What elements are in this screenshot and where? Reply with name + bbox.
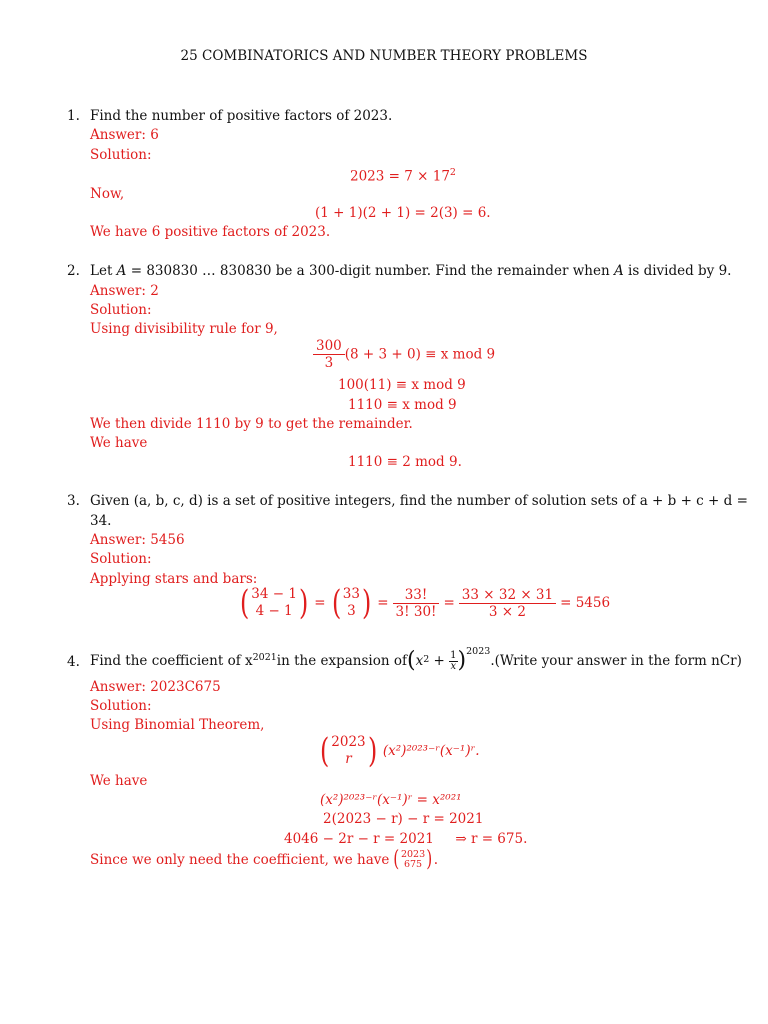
equation: 2(2023 − r) − r = 2021 bbox=[323, 811, 484, 827]
equation: 1110 ≡ x mod 9 bbox=[348, 397, 457, 413]
question-text-cont: 34. bbox=[90, 513, 112, 529]
solution-label: Solution: bbox=[90, 698, 152, 714]
problem-number: 4. bbox=[67, 654, 80, 670]
answer-text: Answer: 6 bbox=[90, 127, 159, 143]
problem-number: 1. bbox=[67, 108, 80, 124]
equation: $\frac{300}{3}$ (8 + 3 + 0) ≡ x mod 9 bbox=[313, 338, 495, 371]
answer-text: Answer: 2 bbox=[90, 283, 159, 299]
now-text: Now, bbox=[90, 186, 125, 202]
method-text: Using divisibility rule for 9, bbox=[90, 321, 278, 337]
equation: $2023 = 7 \times 17^2$ bbox=[350, 167, 456, 185]
question-text: Find the number of positive factors of 2023. bbox=[90, 108, 393, 124]
solution-label: Solution: bbox=[90, 551, 152, 567]
page-title: 25 COMBINATORICS AND NUMBER THEORY PROBLEMS bbox=[180, 48, 588, 64]
problem-number: 3. bbox=[67, 493, 80, 509]
we-have-text: We have bbox=[90, 435, 148, 451]
equation: 1110 ≡ 2 mod 9. bbox=[348, 454, 462, 470]
question-text: Given (a, b, c, d) is a set of positive integers, find the number of solution sets of a + b + c + d = bbox=[90, 493, 748, 509]
question-text: Find the coefficient of x $^{2021}$ in the expansion of ( x 2 + $\frac{1}{x}$ ) $^{2023}$ .(Write your answer in the form nCr) bbox=[90, 646, 742, 673]
equation: 100(11) ≡ x mod 9 bbox=[338, 377, 466, 393]
we-have-text: We have bbox=[90, 773, 148, 789]
question-text: Let A = 830830 … 830830 be a 300-digit number. Find the remainder when A is divided by 9. bbox=[90, 263, 732, 279]
explanation-text: We then divide 1110 by 9 to get the remainder. bbox=[90, 416, 413, 432]
equation: ( 2023 r ) (x²)²⁰²³⁻ʳ(x⁻¹)ʳ. bbox=[319, 731, 480, 771]
answer-text: Answer: 2023C675 bbox=[90, 679, 221, 695]
problem-number: 2. bbox=[67, 263, 80, 279]
conclusion-text: We have 6 positive factors of 2023. bbox=[90, 224, 331, 240]
method-text: Using Binomial Theorem, bbox=[90, 717, 265, 733]
equation: (1 + 1)(2 + 1) = 2(3) = 6. bbox=[315, 205, 491, 221]
equation: ( 34 − 1 4 − 1 ) = ( 33 3 ) = $\frac{33!}{3! 30!}$ = $\frac{33 \times 32 \times 31}{3 \times 2}$ = 5456 bbox=[239, 583, 611, 623]
method-text: Applying stars and bars: bbox=[90, 571, 258, 587]
conclusion-text: Since we only need the coefficient, we have ( 2023 675 ) . bbox=[90, 847, 439, 872]
equation: 4046 − 2r − r = 2021 ⇒ r = 675. bbox=[284, 831, 528, 847]
solution-label: Solution: bbox=[90, 302, 152, 318]
answer-text: Answer: 5456 bbox=[90, 532, 185, 548]
equation: (x²)²⁰²³⁻ʳ(x⁻¹)ʳ = x²⁰²¹ bbox=[320, 792, 462, 808]
solution-label: Solution: bbox=[90, 147, 152, 163]
